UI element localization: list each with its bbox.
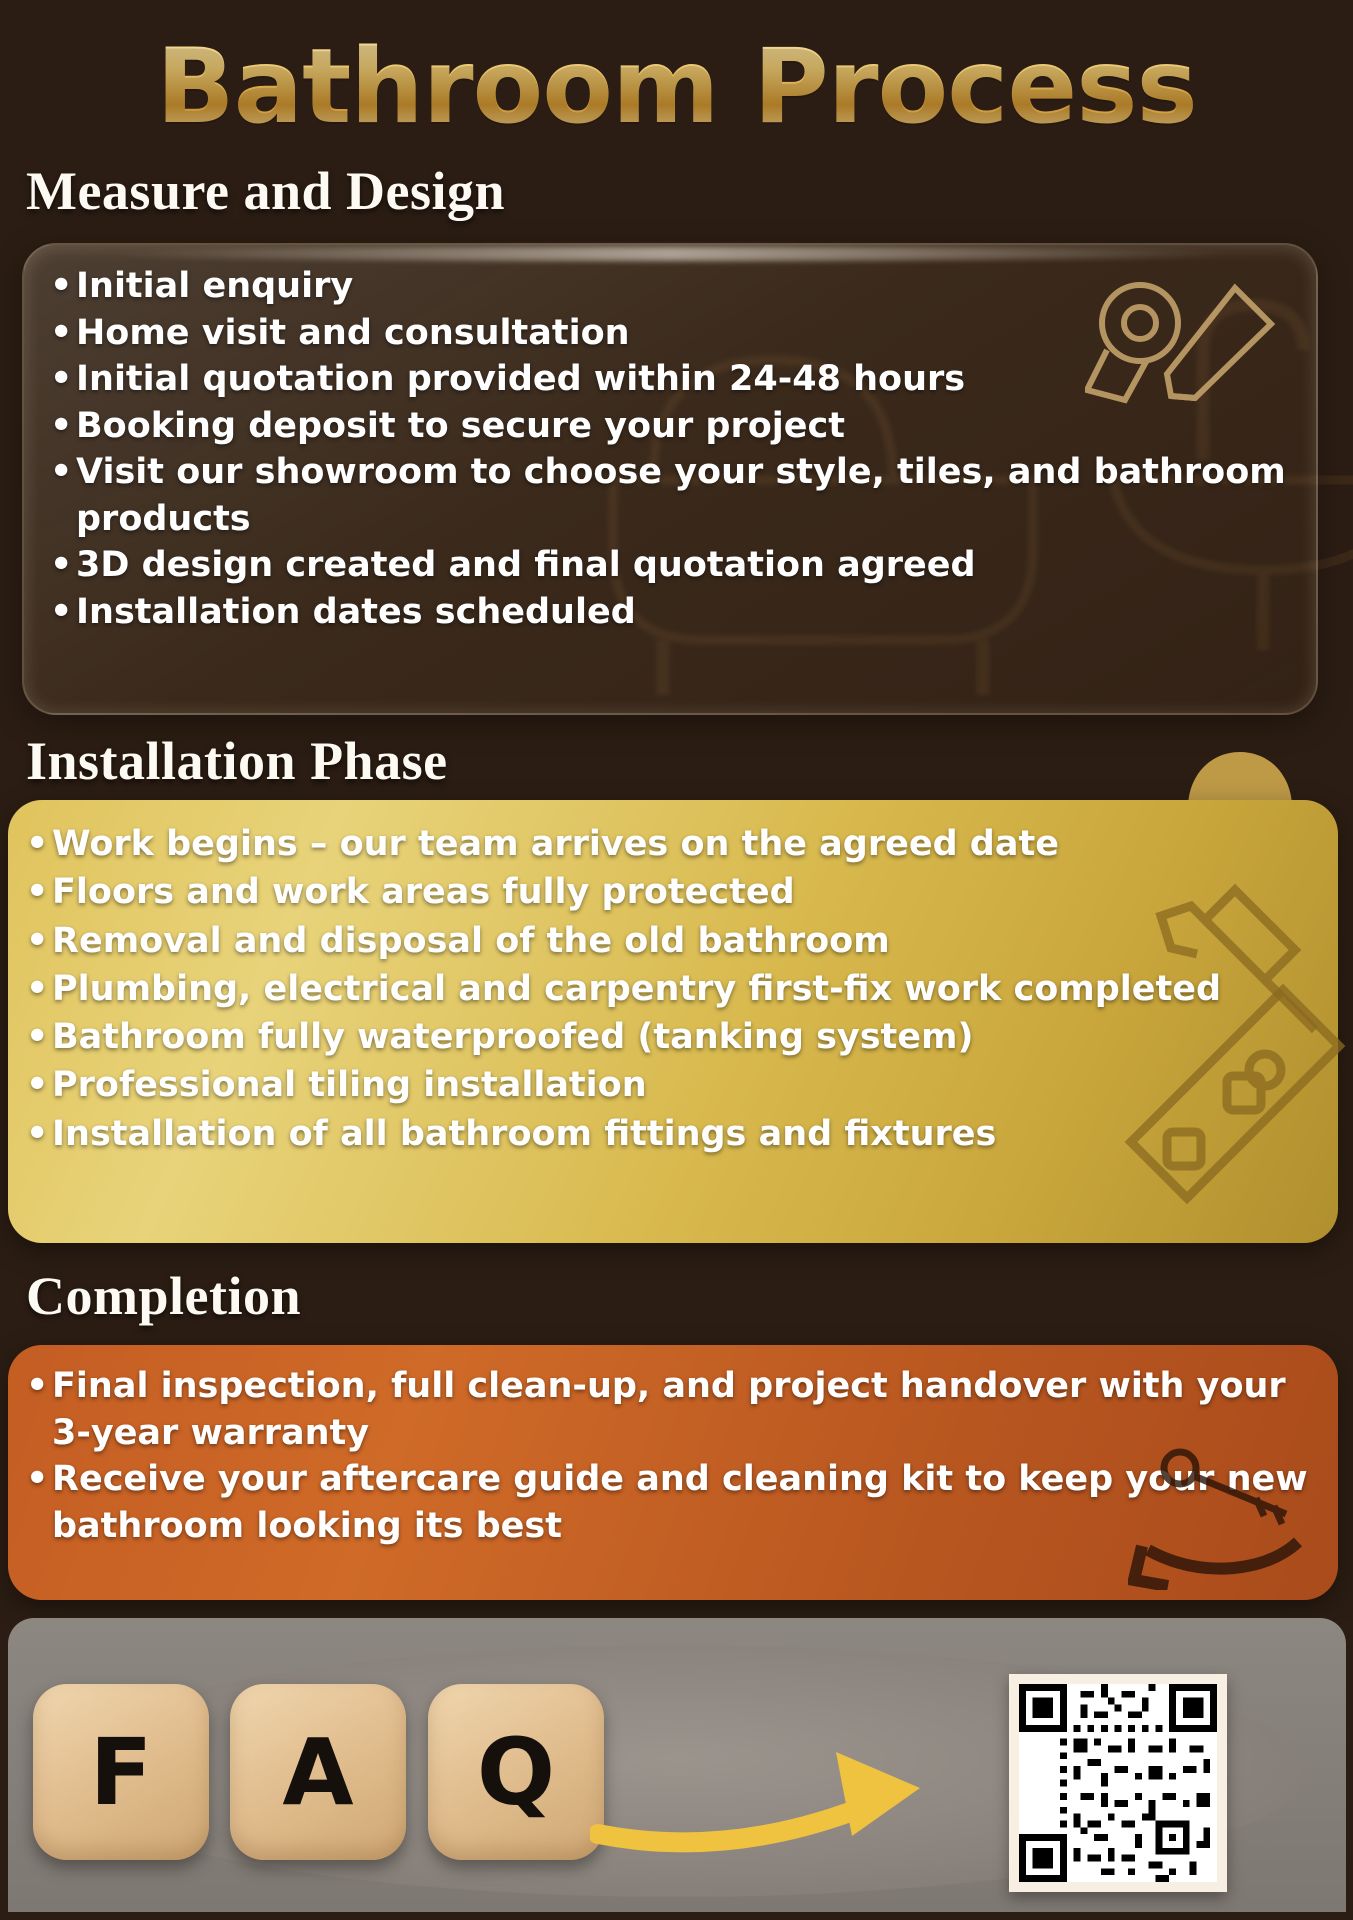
card-measure-and-design xyxy=(22,243,1318,715)
dice-letter-a: A xyxy=(230,1684,406,1860)
list-item: • Removal and disposal of the old bathroom xyxy=(22,917,1322,965)
list-item: • Installation of all bathroom fittings and fixtures xyxy=(22,1110,1322,1158)
page-title: Bathroom Process xyxy=(0,28,1353,146)
curved-arrow-icon xyxy=(590,1714,1010,1864)
card-completion xyxy=(8,1345,1338,1600)
list-item: • Receive your aftercare guide and cleaning kit to keep your new bathroom looking its best xyxy=(22,1456,1322,1549)
list-item: • Final inspection, full clean-up, and project handover with your 3-year warranty xyxy=(22,1363,1322,1456)
list-item: • Initial enquiry xyxy=(46,263,1296,310)
section-heading-installation: Installation Phase xyxy=(26,731,448,791)
list-measure-items xyxy=(46,263,1296,635)
list-item: • Work begins – our team arrives on the agreed date xyxy=(22,820,1322,868)
list-item: • Bathroom fully waterproofed (tanking system) xyxy=(22,1013,1322,1061)
hand-holding-keys-icon xyxy=(1128,1440,1318,1590)
qr-code-frame[interactable] xyxy=(1009,1674,1227,1892)
dice-letter-f: F xyxy=(33,1684,209,1860)
qr-code-icon[interactable] xyxy=(1019,1684,1217,1882)
list-item: • 3D design created and final quotation agreed xyxy=(46,542,1296,589)
section-heading-completion: Completion xyxy=(26,1266,301,1326)
list-item: • Plumbing, electrical and carpentry first-fix work completed xyxy=(22,965,1322,1013)
footer-faq-bar xyxy=(8,1618,1346,1912)
list-installation-items xyxy=(22,820,1322,1158)
section-heading-measure: Measure and Design xyxy=(26,161,506,221)
list-item: • Home visit and consultation xyxy=(46,310,1296,357)
list-item: • Visit our showroom to choose your style, tiles, and bathroom products xyxy=(46,449,1296,542)
list-item: • Installation dates scheduled xyxy=(46,589,1296,636)
list-item: • Initial quotation provided within 24-48 hours xyxy=(46,356,1296,403)
list-item: • Floors and work areas fully protected xyxy=(22,868,1322,916)
list-completion-items xyxy=(22,1363,1322,1549)
list-item: • Booking deposit to secure your project xyxy=(46,403,1296,450)
card-installation-phase xyxy=(8,800,1338,1243)
dice-letter-q: Q xyxy=(428,1684,604,1860)
list-item: • Professional tiling installation xyxy=(22,1061,1322,1109)
